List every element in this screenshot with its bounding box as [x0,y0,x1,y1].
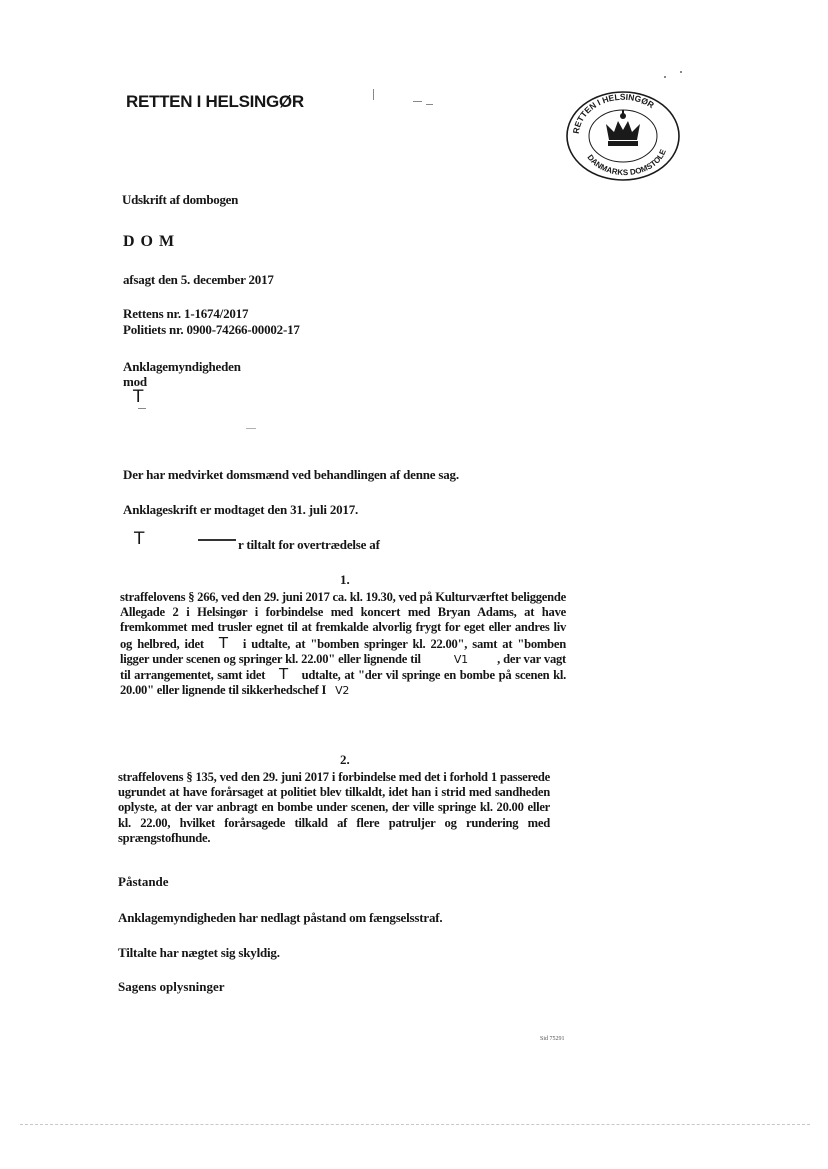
lay-judges-note: Der har medvirket domsmænd ved behandlingen af denne sag. [123,467,459,482]
charge-2-number: 2. [340,752,350,767]
scan-mark [680,71,682,73]
redaction-mark-defendant: T [278,665,288,684]
redaction-mark-guard-1: V1 [453,652,468,666]
court-name: RETTEN I HELSINGØR [126,92,304,111]
charge-1-text: straffelovens § 266, ved den 29. juni 2017 ca. kl. 19.30, ved på Kulturværftet beliggende Allegade 2 i Helsingør i forbindelse med koncert med Bryan Adams, at have fremkommet med trusler egnet til at fremkalde alvorlig frygt for eget eller andres liv og helbred, idet T i udtalte, at "bomben springer kl. 22.00", samt at "bomben ligger under scenen og springer kl. 22.00" eller lignende til V1 , der var vagt til arrangementet, samt idet T udtalte, at "der vil springe en bombe på scenen kl. 20.00" eller lignende til sikkerhedschef I V2 [120,590,567,698]
scan-mark [246,428,256,429]
redaction-mark-defendant: T [218,633,228,652]
facts-heading: Sagens oplysninger [118,979,225,994]
scan-mark [373,89,374,100]
issued-date: afsagt den 5. december 2017 [123,272,274,287]
defendant-redaction-mark: T [133,387,144,407]
prosecution-claim: Anklagemyndigheden har nedlagt påstand om fængselsstraf. [118,910,443,925]
plea: Tiltalte har nægtet sig skyldig. [118,945,280,960]
stamp-top-text: RETTEN I HELSINGØR [570,91,656,135]
stamp-bottom-text: DANMARKS DOMSTOLE [585,147,668,178]
claims-heading: Påstande [118,874,169,889]
prosecution-party: Anklagemyndigheden [123,359,241,374]
judgment-heading: D O M [123,233,176,250]
charge-intro: r tiltalt for overtrædelse af [238,537,380,552]
scan-mark [664,76,666,78]
police-number: Politiets nr. 0900-74266-00002-17 [123,322,300,337]
excerpt-label: Udskrift af dombogen [122,192,239,207]
scan-mark [413,101,422,102]
scan-mark [426,104,433,105]
charge-2-text: straffelovens § 135, ved den 29. juni 2017 i forbindelse med det i forhold 1 passerede ugrundet at have forårsaget at politiet blev tilkaldt, idet han i strid med sandheden oplyste, at der var anbragt en bombe under scenen, der ville springe kl. 20.00 eller kl. 22.00, hvilket forårsagede tilkald af flere patruljer og rundering med sprængstofhunde. [118,770,550,845]
redaction-mark-guard-2: V2 [335,684,350,698]
indictment-received: Anklageskrift er modtaget den 31. juli 2017. [123,502,359,517]
scan-mark [138,408,146,409]
footer-code: Sid 75291 [540,1036,565,1042]
versus-label: mod [123,374,147,389]
crown-icon [606,110,640,146]
case-number: Rettens nr. 1-1674/2017 [123,306,249,321]
scan-line [20,1124,810,1127]
court-seal-stamp [563,88,683,184]
charge-redaction-mark: T [134,529,145,549]
charge-1-number: 1. [340,572,350,587]
redaction-line [198,539,236,541]
